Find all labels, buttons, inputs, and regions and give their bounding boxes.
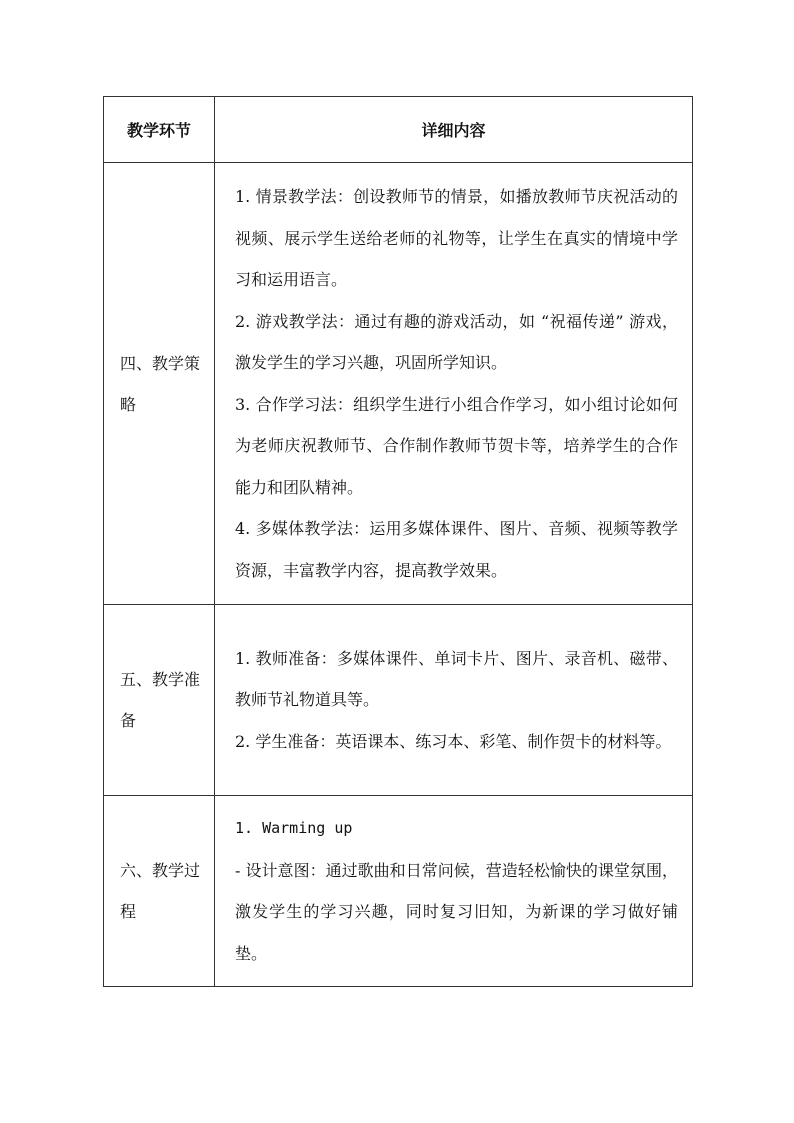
preparation-item-1: 1. 教师准备：多媒体课件、单词卡片、图片、录音机、磁带、教师节礼物道具等。 (235, 648, 678, 710)
table-header-row (104, 97, 693, 163)
strategy-item-4: 4. 多媒体教学法：运用多媒体课件、图片、音频、视频等教学资源，丰富教学内容，提高教学效果。 (235, 519, 678, 580)
table-row-process (104, 796, 693, 987)
table-row-preparation (104, 605, 693, 796)
process-step-design-intent: - 设计意图：通过歌曲和日常问候，营造轻松愉快的课堂氛围，激发学生的学习兴趣，同时复习旧知，为新课的学习做好铺垫。 (235, 860, 678, 963)
process-step-title: 1. Warming up (235, 819, 353, 837)
content-cell-process (215, 796, 693, 987)
table-row-strategy (104, 163, 693, 605)
section-label-strategy: 四、教学策略 (104, 163, 215, 605)
strategy-item-1: 1. 情景教学法：创设教师节的情景，如播放教师节庆祝活动的视频、展示学生送给老师的礼物等，让学生在真实的情境中学习和运用语言。 (235, 187, 678, 289)
lesson-plan-table (103, 96, 693, 987)
content-cell-preparation (215, 605, 693, 796)
preparation-item-2: 2. 学生准备：英语课本、练习本、彩笔、制作贺卡的材料等。 (235, 731, 672, 751)
strategy-item-3: 3. 合作学习法：组织学生进行小组合作学习，如小组讨论如何为老师庆祝教师节、合作制作教师节贺卡等，培养学生的合作能力和团队精神。 (235, 394, 678, 497)
header-detailed-content: 详细内容 (215, 97, 693, 163)
section-label-process: 六、教学过程 (104, 796, 215, 987)
header-teaching-stage: 教学环节 (104, 97, 215, 163)
section-label-preparation: 五、教学准备 (104, 605, 215, 796)
content-cell-strategy (215, 163, 693, 605)
strategy-item-2: 2. 游戏教学法：通过有趣的游戏活动，如 “祝福传递” 游戏，激发学生的学习兴趣，巩固所学知识。 (235, 311, 678, 372)
